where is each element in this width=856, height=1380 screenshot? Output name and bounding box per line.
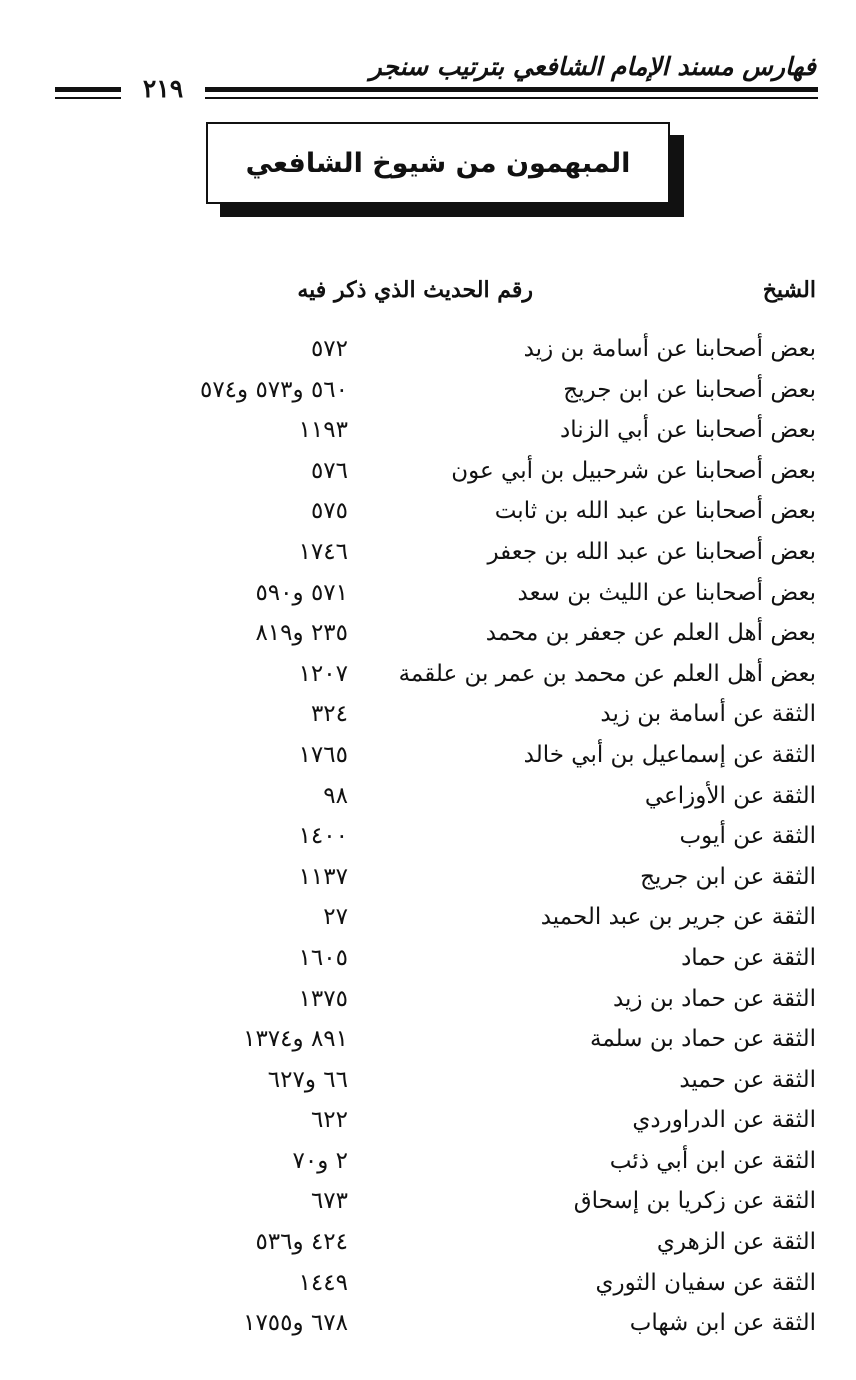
running-header-title: فهارس مسند الإمام الشافعي بترتيب سنجر: [369, 52, 816, 81]
index-entry-row: [0, 1100, 856, 1141]
entry-hadith-numbers: ١٤٤٩: [298, 1269, 348, 1296]
entry-shaykh-name: بعض أصحابنا عن أبي الزناد: [560, 417, 816, 444]
entry-hadith-numbers: ٩٨: [323, 782, 348, 809]
index-entry-row: [0, 1181, 856, 1222]
entry-hadith-numbers: ٦٧٨ و١٧٥٥: [243, 1310, 348, 1337]
entry-shaykh-name: الثقة عن ابن جريج: [640, 863, 816, 890]
header-short-double-rule: [55, 87, 121, 99]
entry-hadith-numbers: ٦٦ و٦٢٧: [267, 1066, 348, 1093]
entry-shaykh-name: الثقة عن حماد بن زيد: [612, 985, 816, 1012]
index-entry-row: [0, 857, 856, 898]
entry-shaykh-name: بعض أصحابنا عن ابن جريج: [563, 376, 816, 403]
index-entry-row: [0, 410, 856, 451]
header-double-rule: [205, 87, 818, 99]
section-title: المبهمون من شيوخ الشافعي: [245, 147, 631, 179]
entry-shaykh-name: الثقة عن زكريا بن إسحاق: [573, 1188, 816, 1215]
entry-hadith-numbers: ٢٧: [323, 904, 348, 931]
index-entry-row: [0, 735, 856, 776]
index-entry-row: [0, 1303, 856, 1344]
entry-shaykh-name: الثقة عن أيوب: [679, 823, 816, 850]
index-entry-row: [0, 694, 856, 735]
entry-shaykh-name: الثقة عن أسامة بن زيد: [600, 701, 816, 728]
column-header-shaykh: الشيخ: [762, 277, 816, 303]
index-entries-list: [0, 329, 856, 1344]
entry-shaykh-name: الثقة عن سفيان الثوري: [595, 1269, 816, 1296]
index-entry-row: [0, 451, 856, 492]
entry-hadith-numbers: ٨٩١ و١٣٧٤: [243, 1026, 348, 1053]
index-entry-row: [0, 897, 856, 938]
entry-hadith-numbers: ١٧٦٥: [298, 741, 348, 768]
index-entry-row: [0, 1060, 856, 1101]
index-entry-row: [0, 491, 856, 532]
entry-hadith-numbers: ٥٧٢: [310, 336, 348, 362]
entry-hadith-numbers: ١٢٠٧: [298, 660, 348, 687]
entry-shaykh-name: بعض أصحابنا عن عبد الله بن ثابت: [494, 498, 816, 525]
entry-hadith-numbers: ٥٦٠ و٥٧٣ و٥٧٤: [199, 376, 348, 403]
index-entry-row: [0, 816, 856, 857]
entry-shaykh-name: بعض أهل العلم عن محمد بن عمر بن علقمة: [398, 660, 816, 687]
entry-hadith-numbers: ٦٢٢: [310, 1107, 348, 1134]
entry-hadith-numbers: ١١٩٣: [298, 417, 348, 444]
index-entry-row: [0, 1222, 856, 1263]
entry-hadith-numbers: ١٤٠٠: [298, 823, 348, 850]
index-entry-row: [0, 1263, 856, 1304]
entry-hadith-numbers: ٥٧٥: [310, 498, 348, 525]
entry-shaykh-name: الثقة عن الأوزاعي: [644, 782, 816, 809]
index-entry-row: [0, 613, 856, 654]
index-entry-row: [0, 938, 856, 979]
entry-shaykh-name: الثقة عن الدراوردي: [632, 1107, 816, 1134]
page-number: ٢١٩: [142, 74, 184, 103]
index-entry-row: [0, 370, 856, 411]
entry-shaykh-name: الثقة عن ابن شهاب: [629, 1310, 816, 1337]
entry-shaykh-name: بعض أصحابنا عن أسامة بن زيد: [523, 336, 816, 362]
entry-shaykh-name: الثقة عن حميد: [679, 1066, 816, 1093]
column-header-hadith-number: رقم الحديث الذي ذكر فيه: [297, 277, 533, 303]
entry-shaykh-name: الثقة عن جرير بن عبد الحميد: [540, 904, 816, 931]
index-entry-row: [0, 1141, 856, 1182]
entry-hadith-numbers: ٥٧١ و٥٩٠: [255, 579, 348, 606]
index-entry-row: [0, 776, 856, 817]
entry-shaykh-name: الثقة عن إسماعيل بن أبي خالد: [523, 741, 816, 768]
entry-shaykh-name: بعض أهل العلم عن جعفر بن محمد: [485, 620, 816, 647]
index-entry-row: [0, 1019, 856, 1060]
entry-shaykh-name: بعض أصحابنا عن الليث بن سعد: [517, 579, 816, 606]
entry-hadith-numbers: ٤٢٤ و٥٣٦: [255, 1229, 348, 1256]
entry-hadith-numbers: ٣٢٤: [310, 701, 348, 728]
entry-hadith-numbers: ٦٧٣: [310, 1188, 348, 1215]
section-title-box: [206, 122, 670, 204]
entry-hadith-numbers: ٢ و٧٠: [292, 1147, 348, 1174]
entry-shaykh-name: الثقة عن حماد: [681, 944, 816, 971]
index-entry-row: [0, 573, 856, 614]
entry-hadith-numbers: ١٣٧٥: [298, 985, 348, 1012]
entry-hadith-numbers: ٢٣٥ و٨١٩: [255, 620, 348, 647]
entry-shaykh-name: بعض أصحابنا عن عبد الله بن جعفر: [487, 538, 816, 565]
entry-shaykh-name: بعض أصحابنا عن شرحبيل بن أبي عون: [451, 457, 816, 484]
entry-shaykh-name: الثقة عن حماد بن سلمة: [590, 1026, 816, 1053]
entry-hadith-numbers: ٥٧٦: [310, 457, 348, 484]
entry-hadith-numbers: ١٦٠٥: [298, 944, 348, 971]
index-entry-row: [0, 654, 856, 695]
entry-shaykh-name: الثقة عن ابن أبي ذئب: [609, 1147, 816, 1174]
entry-shaykh-name: الثقة عن الزهري: [656, 1229, 816, 1256]
index-entry-row: [0, 532, 856, 573]
index-entry-row: [0, 979, 856, 1020]
index-entry-row: [0, 329, 856, 370]
entry-hadith-numbers: ١٧٤٦: [298, 538, 348, 565]
entry-hadith-numbers: ١١٣٧: [298, 863, 348, 890]
